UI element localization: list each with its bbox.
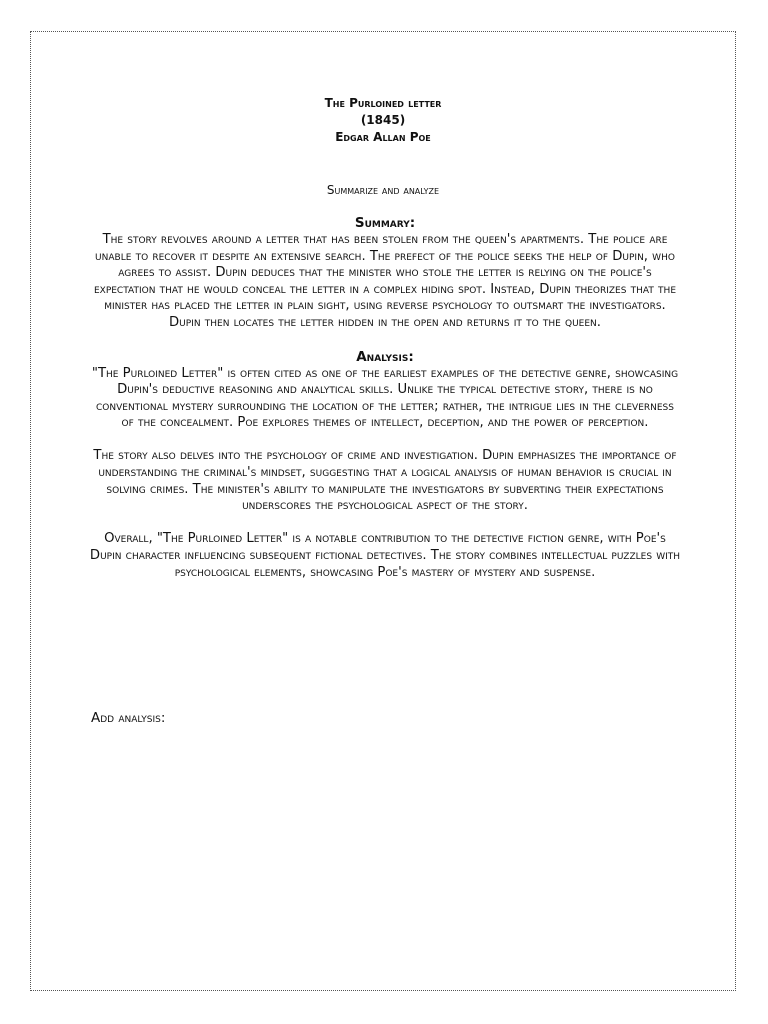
document-year: (1845) [360, 113, 406, 127]
add-analysis-label: Add analysis: [91, 710, 166, 726]
analysis-paragraph-3: Overall, "The Purloined Letter" is a notable contribution to the detective fiction genre, with Poe's Dupin character influencing subsequent fictional detectives. The story combines intellectual puzzles with psychological elements, showcasing Poe's mastery of mystery and suspense. [89, 531, 681, 580]
document-author: Edgar Allan Poe [335, 130, 431, 144]
paragraph-spacer [89, 515, 681, 532]
document-header [31, 95, 735, 146]
document-title: The Purloined letter [324, 96, 442, 110]
analysis-heading: Analysis: [356, 348, 414, 365]
document-body [89, 215, 681, 581]
analysis-paragraph-2: The story also delves into the psychology of crime and investigation. Dupin emphasizes the importance of understanding the criminal's mindset, suggesting that a logical analysis of human behavior is crucial in solving crimes. The minister's ability to manipulate the investigators by subverting their expectations underscores the psychological aspect of the story. [93, 448, 677, 514]
summary-heading: Summary: [354, 215, 416, 231]
section-spacer [89, 332, 681, 349]
document-subtitle: Summarize and analyze [326, 183, 440, 197]
summary-paragraph: The story revolves around a letter that has been stolen from the queen's apartments. The police are unable to recover it despite an extensive search. The prefect of the police seeks the help of Dupin, who agrees to assist. Dupin deduces that the minister who stole the letter is relying on the police's expectation that he would conceal the letter in a complex hiding spot. Instead, Dupin theorizes that the minister has placed the letter in plain sight, using reverse psychology to outsmart the investigators. Dupin then locates the letter hidden in the open and returns it to the queen. [93, 232, 677, 330]
document-page [30, 31, 736, 991]
analysis-paragraph-1: "The Purloined Letter" is often cited as one of the earliest examples of the detective genre, showcasing Dupin's deductive reasoning and analytical skills. Unlike the typical detective story, there is no conventional mystery surrounding the location of the letter; rather, the intrigue lies in the cleverness of the concealment. Poe explores themes of intellect, deception, and the power of perception. [91, 365, 679, 431]
paragraph-spacer [89, 432, 681, 449]
